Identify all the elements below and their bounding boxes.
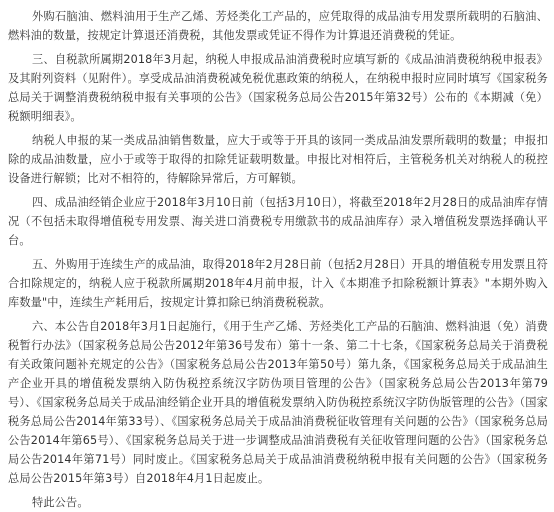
paragraph-section-4-inventory: 四、成品油经销企业应于2018年3月10日前（包括3月10日），将截至2018年2月28日的成品油库存情况（不包括未取得增值税专用发票、海关进口消费税专用缴款书的成品油库存）录入增值税发票选择确认平台。 xyxy=(8,196,548,247)
paragraph-section-5-deduction: 五、外购用于连续生产的成品油，取得2018年2月28日前（包括2月28日）开具的增值税专用发票且符合扣除规定的，纳税人应于税款所属期2018年4月前申报，计入《本期准予扣除税额计算表》"本期外购入库数量"中，连续生产耗用后，按规定计算扣除已纳消费税税款。 xyxy=(8,258,548,309)
paragraph-closing-notice: 特此公告。 xyxy=(32,496,89,509)
paragraph-naphtha-refund: 外购石脑油、燃料油用于生产乙烯、芳烃类化工产品的，应凭取得的成品油专用发票所载明的石脑油、燃料油的数量，按规定计算退还消费税，其他发票或凭证不得作为计算退还消费税的凭证。 xyxy=(8,10,548,42)
paragraph-section-6-effective-date: 六、本公告自2018年3月1日起施行，《用于生产乙烯、芳烃类化工产品的石脑油、燃料油退（免）消费税暂行办法》（国家税务总局公告2012年第36号发布）第十一条、第二十七条，《国家税务总局关于消费税有关政策问题补充规定的公告》（国家税务总局公告2013年第50号）第九条，《国家税务总局关于成品油生产企业开具的增值税发票纳入防伪税控系统汉字防伪项目管理的公告》（国家税务总局公告2013年第79号）、《国家税务总局关于成品油经销企业开具的增值税发票纳入防伪税控系统汉字防伪版管理的公告》（国家税务总局公告2014年第33号）、《国家税务总局关于成品油消费税征收管理有关问题的公告》（国家税务总局公告2014年第65号）、《国家税务总局关于进一步调整成品油消费税有关征收管理问题的公告》（国家税务总局公告2014年第71号）同时废止。《国家税务总局关于成品油消费税纳税申报有关问题的公告》（国家税务总局公告2015年第3号）自2018年4月1日起废止。 xyxy=(8,320,548,485)
paragraph-quantity-comparison: 纳税人申报的某一类成品油销售数量，应大于或等于开具的该同一类成品油发票所载明的数量；申报扣除的成品油数量，应小于或等于取得的扣除凭证载明数量。申报比对相符后，主管税务机关对纳税人的税控设备进行解锁；比对不相符的，待解除异常后，方可解锁。 xyxy=(8,134,548,185)
paragraph-section-3-declaration: 三、自税款所属期2018年3月起，纳税人申报成品油消费税时应填写新的《成品油消费税纳税申报表》及其附列资料（见附件）。享受成品油消费税减免税优惠政策的纳税人，在纳税申报时应同时填写《国家税务总局关于调整消费税纳税申报有关事项的公告》（国家税务总局公告2015年第32号）公布的《本期减（免）税额明细表》。 xyxy=(8,53,548,123)
